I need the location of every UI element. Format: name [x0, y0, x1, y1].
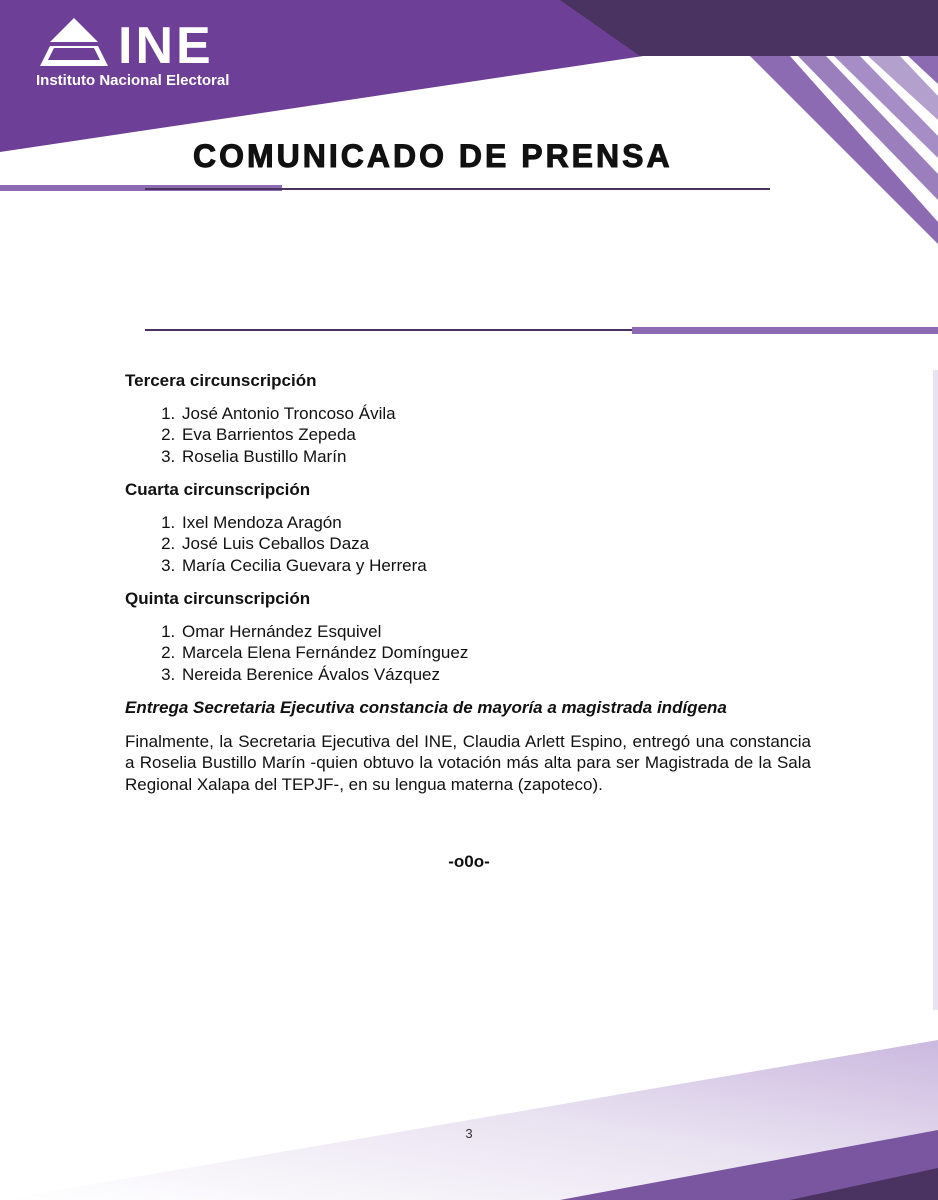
list-item: 2. José Luis Ceballos Daza	[180, 533, 811, 555]
section-rule-accent	[632, 327, 938, 334]
closing-mark: -o0o-	[448, 852, 490, 871]
right-strip	[933, 370, 938, 1010]
body-paragraph: Finalmente, la Secretaria Ejecutiva del INE, Claudia Arlett Espino, entregó una constancia a Roselia Bustillo Marín -quien obtuvo la votación más alta para ser Magistrada de la Sala Regional Xalapa del TEPJF-, en su lengua materna (zapoteco).	[125, 731, 811, 794]
section-quinta	[125, 588, 811, 685]
list-item: 3. Nereida Berenice Ávalos Vázquez	[180, 664, 811, 686]
section-cuarta	[125, 479, 811, 576]
title-underline	[145, 188, 770, 190]
candidate-list	[125, 403, 811, 468]
document-body	[125, 370, 811, 795]
list-item: 3. Roselia Bustillo Marín	[180, 446, 811, 468]
list-item: 3. María Cecilia Guevara y Herrera	[180, 555, 811, 577]
logo-word: INE	[118, 17, 214, 75]
logo-subtitle: Instituto Nacional Electoral	[36, 72, 230, 89]
candidate-list	[125, 621, 811, 686]
page-title: COMUNICADO DE PRENSA	[193, 138, 673, 174]
list-item: 1. Omar Hernández Esquivel	[180, 621, 811, 643]
page-number: 3	[465, 1126, 473, 1141]
section-title: Cuarta circunscripción	[125, 480, 311, 499]
ine-logo-mark	[36, 16, 116, 66]
candidate-list	[125, 512, 811, 577]
list-item: 1. José Antonio Troncoso Ávila	[180, 403, 811, 425]
list-item: 1. Ixel Mendoza Aragón	[180, 512, 811, 534]
section-title: Quinta circunscripción	[125, 589, 311, 608]
list-item: 2. Marcela Elena Fernández Domínguez	[180, 642, 811, 664]
subheading: Entrega Secretaria Ejecutiva constancia de mayoría a magistrada indígena	[125, 698, 727, 717]
section-tercera	[125, 370, 811, 467]
list-item: 2. Eva Barrientos Zepeda	[180, 424, 811, 446]
ine-logo	[36, 16, 276, 94]
section-title: Tercera circunscripción	[125, 371, 317, 390]
